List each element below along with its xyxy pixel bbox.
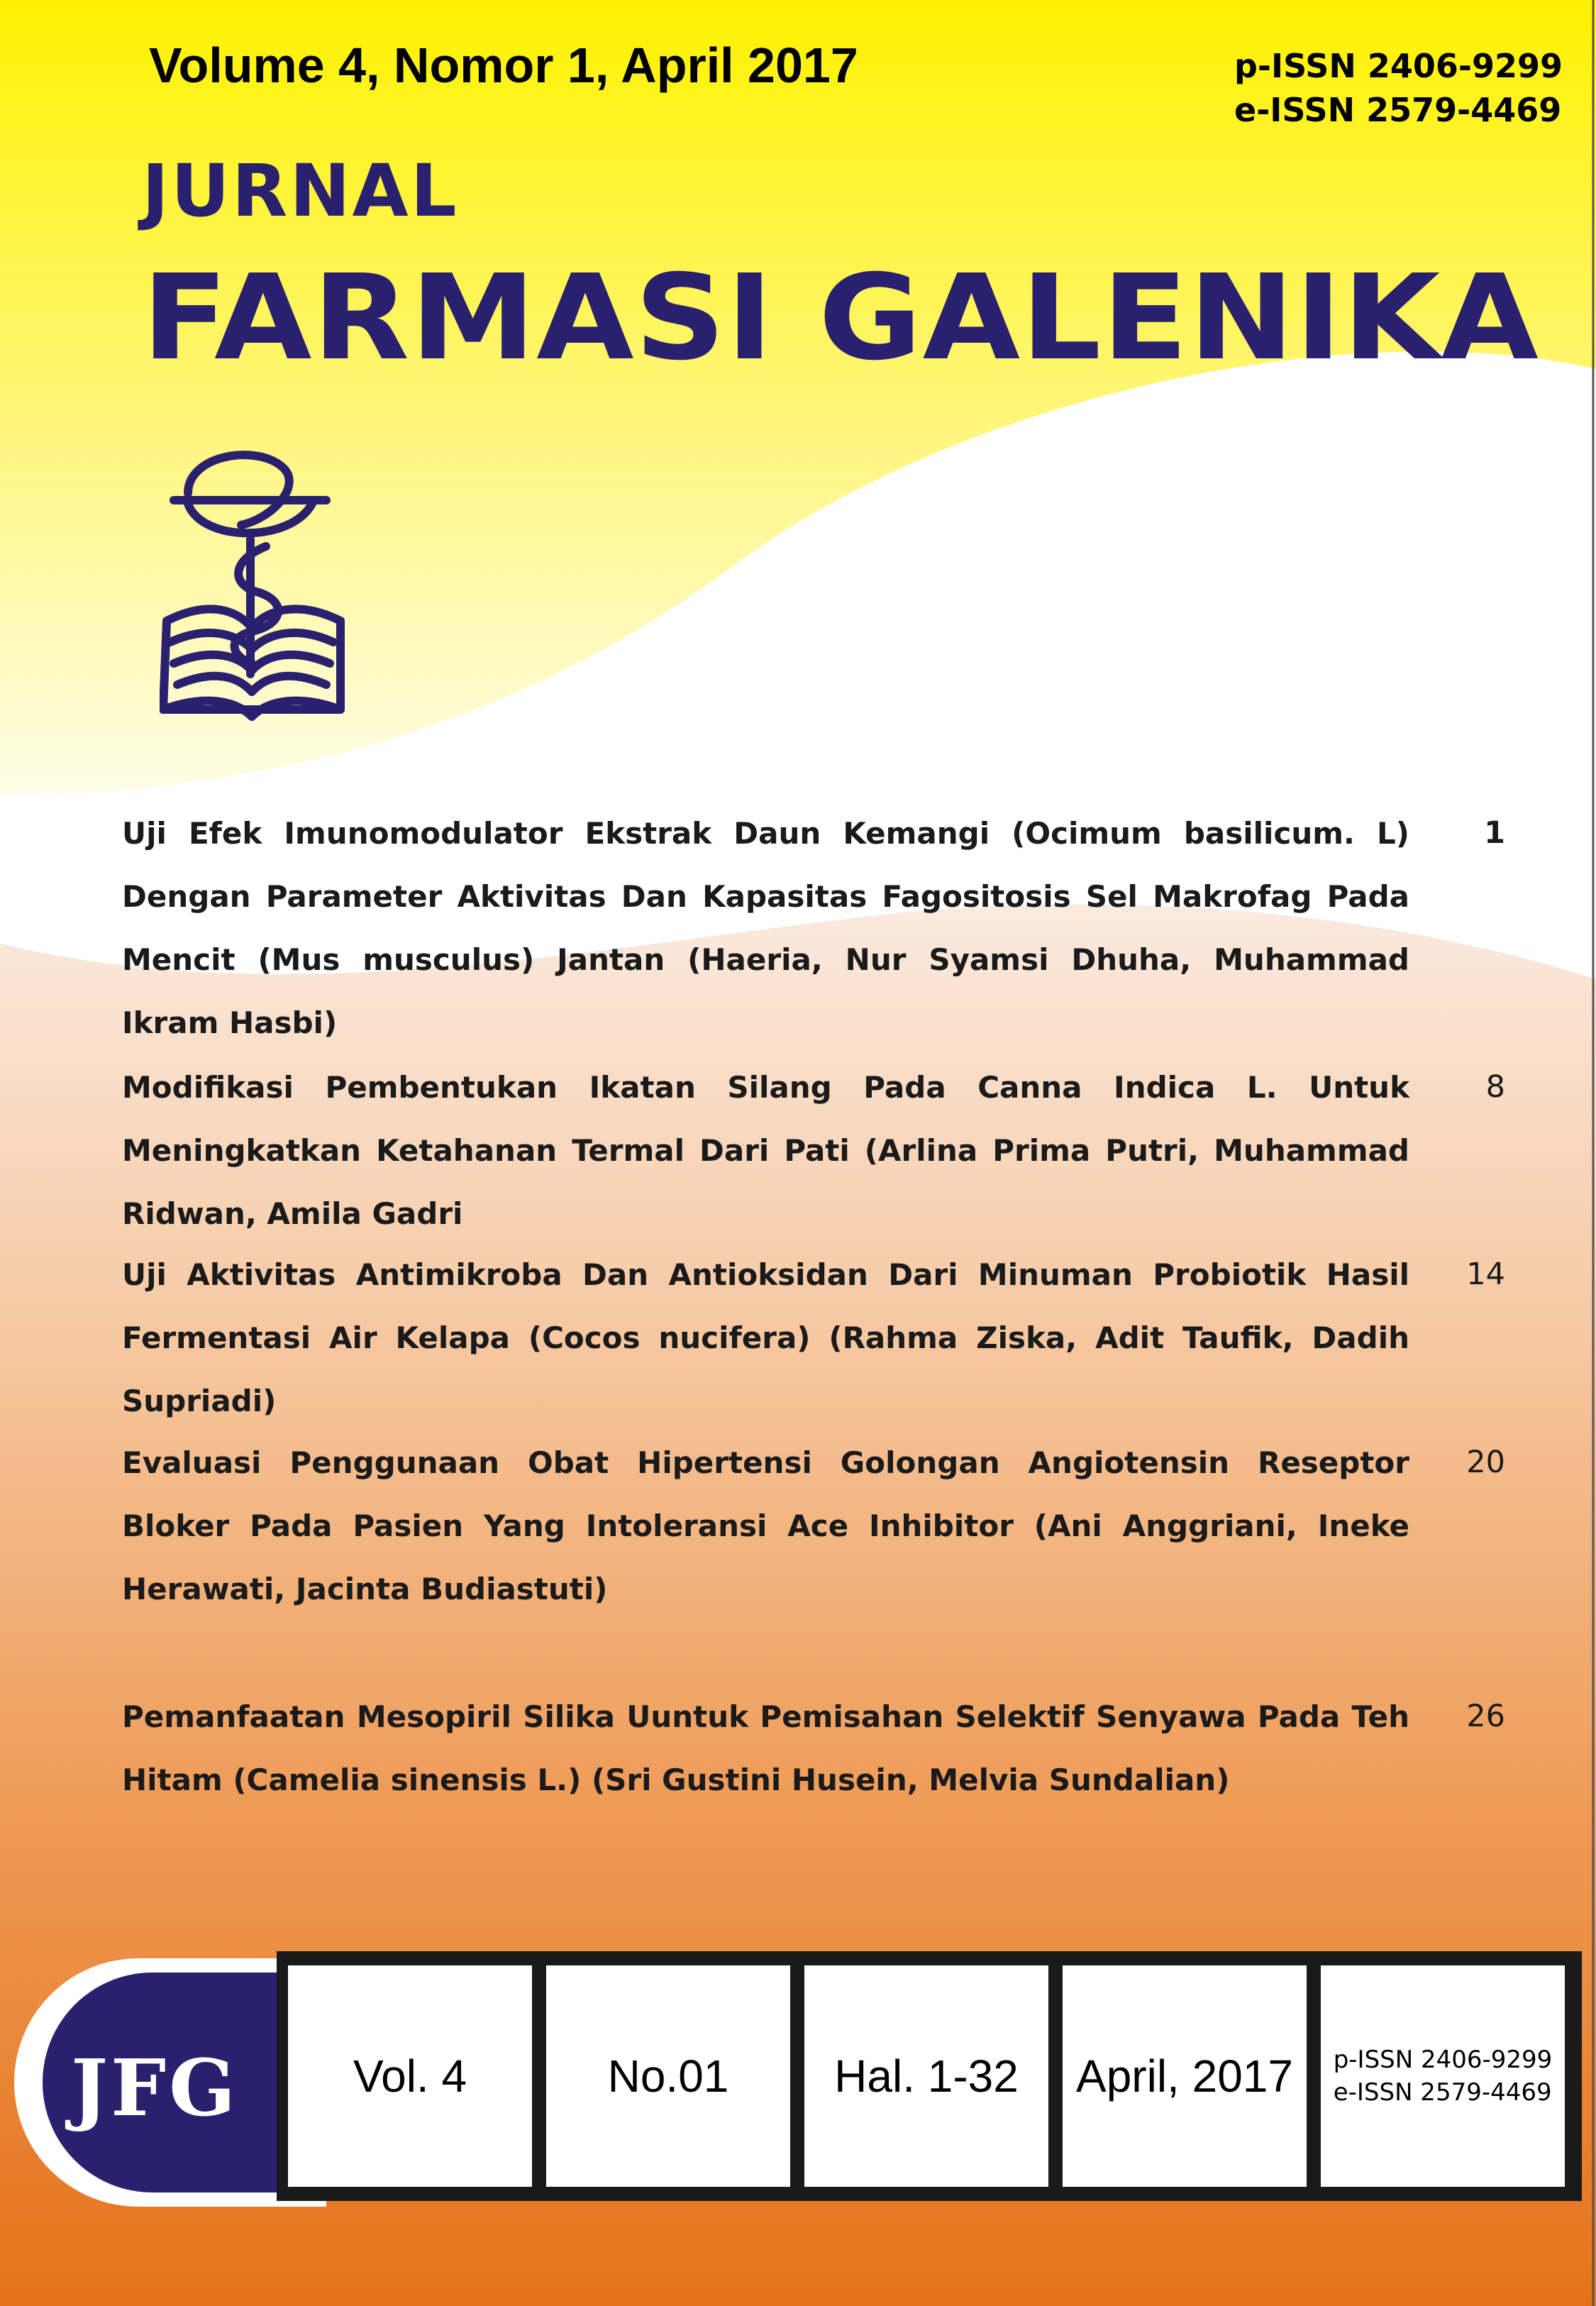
e-issn: e-ISSN 2579-4469: [1234, 91, 1562, 129]
article-title: Pemanfaatan Mesopiril Silika Uuntuk Pemisahan Selektif Senyawa Pada Teh Hitam (Camelia sinensis L.) (Sri Gustini Husein, Melvia Sundalian): [122, 1699, 1409, 1797]
article-page: 8: [1485, 1069, 1505, 1105]
date-cell: [1063, 1965, 1307, 2187]
issn-cell: [1321, 1965, 1565, 2187]
volume-cell: [288, 1965, 532, 2187]
journal-title-line2: FARMASI GALENIKA: [142, 250, 1539, 387]
footer-pages: Hal. 1-32: [834, 2051, 1019, 2102]
article-title: Uji Efek Imunomodulator Ekstrak Daun Kemangi (Ocimum basilicum. L) Dengan Parameter Aktivitas Dan Kapasitas Fagositosis Sel Makrofag Pada Mencit (Mus musculus) Jantan (Haeria, Nur Syamsi Dhuha, Muhammad Ikram Hasbi): [122, 816, 1409, 1040]
footer-p-issn: p-ISSN 2406-9299: [1333, 2046, 1553, 2074]
footer-date: April, 2017: [1076, 2051, 1293, 2102]
bowl-of-hygieia-on-open-book-icon: [160, 440, 351, 731]
pages-cell: [804, 1965, 1048, 2187]
p-issn: p-ISSN 2406-9299: [1234, 47, 1563, 85]
article-page: 20: [1466, 1445, 1505, 1480]
footer-number: No.01: [607, 2051, 729, 2102]
number-cell: [546, 1965, 790, 2187]
issue-info-bar: [277, 1951, 1582, 2201]
jfg-badge-label: JFG: [71, 2042, 239, 2134]
journal-title-line1: JURNAL: [142, 149, 459, 233]
footer-e-issn: e-ISSN 2579-4469: [1333, 2078, 1552, 2107]
issn-block: [1234, 44, 1563, 132]
article-page: 14: [1466, 1257, 1505, 1292]
article-page: 26: [1466, 1699, 1505, 1734]
article-page: 1: [1484, 815, 1505, 851]
footer-volume: Vol. 4: [353, 2051, 467, 2102]
article-title: Evaluasi Penggunaan Obat Hipertensi Golongan Angiotensin Reseptor Bloker Pada Pasien Yang Intoleransi Ace Inhibitor (Ani Anggriani, Ineke Herawati, Jacinta Budiastuti): [122, 1445, 1409, 1606]
article-title: Uji Aktivitas Antimikroba Dan Antioksidan Dari Minuman Probiotik Hasil Fermentasi Air Kelapa (Cocos nucifera) (Rahma Ziska, Adit Taufik, Dadih Supriadi): [122, 1257, 1409, 1418]
issue-info-footer: [0, 1951, 1596, 2214]
article-title: Modifikasi Pembentukan Ikatan Silang Pada Canna Indica L. Untuk Meningkatkan Ketahanan Termal Dari Pati (Arlina Prima Putri, Muhammad Ridwan, Amila Gadri: [122, 1070, 1409, 1231]
volume-issue-line: Volume 4, Nomor 1, April 2017: [149, 38, 858, 93]
